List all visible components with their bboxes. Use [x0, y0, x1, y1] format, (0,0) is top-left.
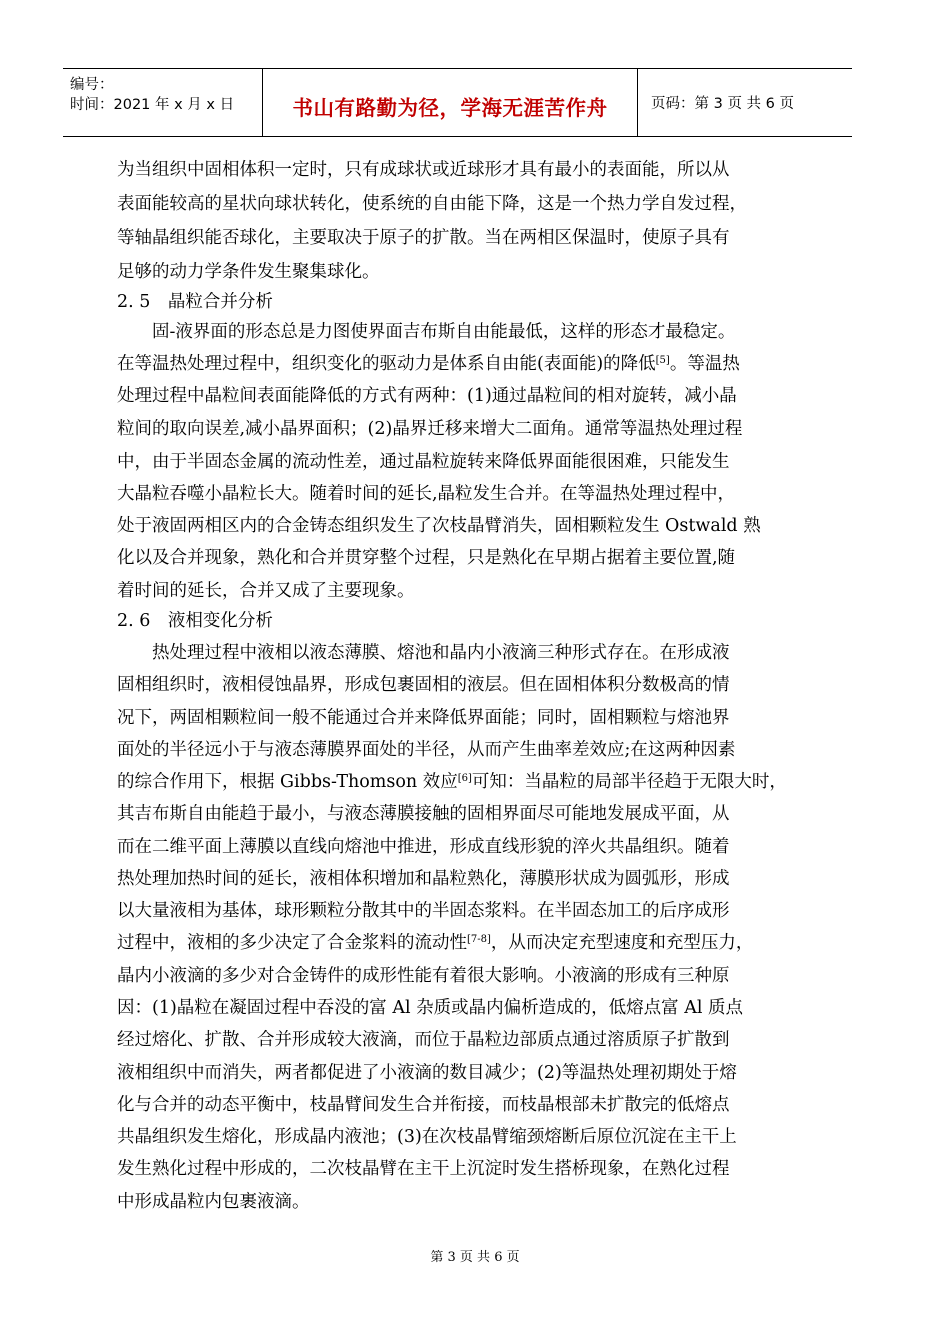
- text-line: 因：(1)晶粒在凝固过程中吞没的富 Al 杂质或晶内偏析造成的，低熔点富 Al 质点: [117, 998, 744, 1018]
- text-line: 等轴晶组织能否球化，主要取决于原子的扩散。当在两相区保温时，使原子具有: [117, 228, 730, 248]
- header-id-label: 编号：: [70, 77, 114, 93]
- header-meta-cell: [63, 69, 263, 136]
- text-line: 为当组织中固相体积一定时，只有成球状或近球形才具有最小的表面能，所以从: [117, 160, 730, 180]
- text-line: 在等温热处理过程中，组织变化的驱动力是体系自由能(表面能)的降低[5]。等温热: [117, 354, 740, 374]
- text-line: 经过熔化、扩散、合并形成较大液滴，而位于晶粒边部质点通过溶质原子扩散到: [117, 1030, 730, 1050]
- text-line: 共晶组织发生熔化，形成晶内液池；(3)在次枝晶臂缩颈熔断后原位沉淀在主干上: [117, 1127, 737, 1147]
- text-line: 况下，两固相颗粒间一般不能通过合并来降低界面能；同时，固相颗粒与熔池界: [117, 708, 730, 728]
- text-line: 化与合并的动态平衡中，枝晶臂间发生合并衔接，而枝晶根部未扩散完的低熔点: [117, 1095, 730, 1115]
- citation: [7-8]: [467, 934, 491, 945]
- header-page-label: 页码：第 3 页 共 6 页: [651, 96, 794, 112]
- header-motto-cell: [263, 69, 638, 136]
- text-line: 热处理过程中液相以液态薄膜、熔池和晶内小液滴三种形式存在。在形成液: [117, 643, 730, 663]
- text-line: 固相组织时，液相侵蚀晶界，形成包裹固相的液层。但在固相体积分数极高的情: [117, 675, 730, 695]
- citation: [6]: [457, 773, 472, 784]
- text-line: 处于液固两相区内的合金铸态组织发生了次枝晶臂消失，固相颗粒发生 Ostwald 熟: [117, 516, 761, 536]
- text-line: 足够的动力学条件发生聚集球化。: [117, 262, 380, 282]
- text-line: 固-液界面的形态总是力图使界面吉布斯自由能最低，这样的形态才最稳定。: [117, 322, 736, 342]
- text-line: 热处理加热时间的延长，液相体积增加和晶粒熟化，薄膜形状成为圆弧形，形成: [117, 869, 730, 889]
- text-line: 过程中，液相的多少决定了合金浆料的流动性[7-8]，从而决定充型速度和充型压力，: [117, 933, 754, 953]
- text-line: 以大量液相为基体，球形颗粒分散其中的半固态浆料。在半固态加工的后序成形: [117, 901, 730, 921]
- text-line: 着时间的延长，合并又成了主要现象。: [117, 581, 415, 601]
- text-line: 粒间的取向误差,减小晶界面积；(2)晶界迁移来增大二面角。通常等温热处理过程: [117, 419, 743, 439]
- text-line: 表面能较高的星状向球状转化，使系统的自由能下降，这是一个热力学自发过程，: [117, 194, 747, 214]
- text-line: 晶内小液滴的多少对合金铸件的成形性能有着很大影响。小液滴的形成有三种原: [117, 966, 730, 986]
- header-page-cell: [638, 69, 852, 136]
- header-time-label: 时间：2021 年 x 月 x 日: [70, 97, 235, 113]
- section-heading: 2. 6 液相变化分析: [117, 611, 273, 631]
- text-line: 其吉布斯自由能趋于最小，与液态薄膜接触的固相界面尽可能地发展成平面，从: [117, 804, 730, 824]
- text-line: 化以及合并现象，熟化和合并贯穿整个过程，只是熟化在早期占据着主要位置,随: [117, 548, 736, 568]
- text-line: 处理过程中晶粒间表面能降低的方式有两种：(1)通过晶粒间的相对旋转，减小晶: [117, 386, 737, 406]
- page-header: [63, 68, 852, 137]
- text-line: 面处的半径远小于与液态薄膜界面处的半径，从而产生曲率差效应;在这两种因素: [117, 740, 736, 760]
- text-line: 的综合作用下，根据 Gibbs-Thomson 效应[6]可知：当晶粒的局部半径趋于无限大时，: [117, 772, 787, 792]
- page-footer: 第 3 页 共 6 页: [430, 1250, 520, 1265]
- section-heading: 2. 5 晶粒合并分析: [117, 292, 273, 312]
- citation: [5]: [655, 355, 670, 366]
- text-line: 中形成晶粒内包裹液滴。: [117, 1192, 310, 1212]
- header-motto: 书山有路勤为径，学海无涯苦作舟: [292, 96, 608, 120]
- text-line: 发生熟化过程中形成的，二次枝晶臂在主干上沉淀时发生搭桥现象，在熟化过程: [117, 1159, 730, 1179]
- text-line: 中，由于半固态金属的流动性差，通过晶粒旋转来降低界面能很困难，只能发生: [117, 452, 730, 472]
- text-line: 大晶粒吞噬小晶粒长大。随着时间的延长,晶粒发生合并。在等温热处理过程中，: [117, 484, 736, 504]
- text-line: 液相组织中而消失，两者都促进了小液滴的数目减少；(2)等温热处理初期处于熔: [117, 1063, 737, 1083]
- text-line: 而在二维平面上薄膜以直线向熔池中推进，形成直线形貌的淬火共晶组织。随着: [117, 837, 730, 857]
